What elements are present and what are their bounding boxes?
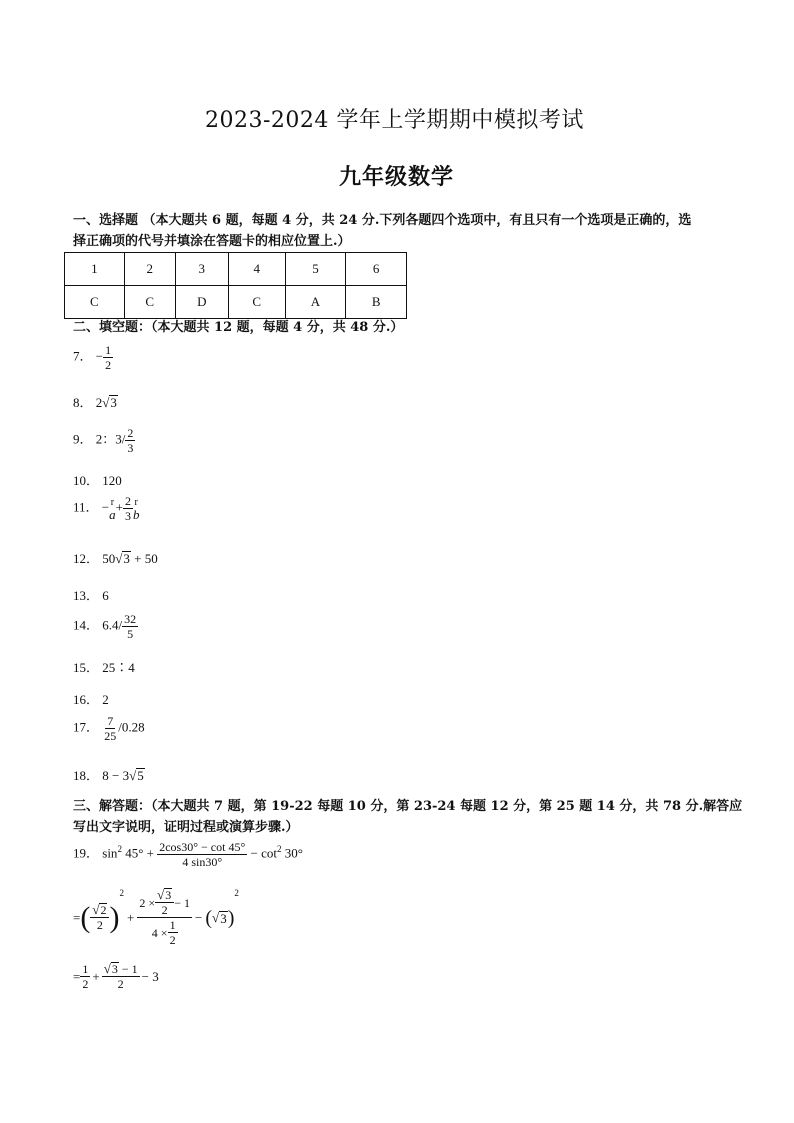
- item-label: 18．: [73, 768, 100, 783]
- item-label: 7．: [73, 348, 93, 364]
- answer-table: [64, 252, 407, 319]
- exponent: 2: [117, 844, 122, 855]
- minus: −: [195, 909, 203, 925]
- angle: 30°: [284, 845, 303, 861]
- item-label: 11．: [73, 499, 99, 515]
- cot-term: cot: [261, 845, 277, 861]
- denominator: 2: [161, 903, 168, 917]
- vector-arrow: r: [134, 496, 138, 508]
- vector-letter: b: [132, 506, 140, 522]
- answer-q13: [73, 585, 109, 604]
- angle: 45°: [125, 845, 144, 861]
- numerator: 1: [105, 343, 112, 357]
- table-cell: 3: [175, 253, 228, 286]
- tail: − 3: [141, 968, 159, 984]
- sign: −: [95, 348, 104, 364]
- answer-q14: [73, 612, 138, 641]
- denominator: 2: [96, 918, 103, 932]
- answer-q8: [73, 392, 118, 411]
- item-label: 14．: [73, 617, 100, 633]
- radicand: 5: [137, 768, 144, 783]
- plus: +: [115, 499, 123, 515]
- table-cell: A: [285, 286, 346, 319]
- value: 25∶4: [102, 660, 135, 675]
- q19-expression: [73, 840, 303, 869]
- paren-left: (: [205, 906, 213, 929]
- numerator-prefix: 2 ×: [139, 895, 156, 910]
- radical-sign: √: [103, 961, 111, 976]
- item-label: 10．: [73, 473, 100, 488]
- paren-right: ): [109, 900, 120, 934]
- denominator: 2: [117, 977, 124, 991]
- answer-q18: [73, 765, 145, 784]
- sin-term: sin: [102, 845, 118, 861]
- plus: +: [92, 968, 100, 984]
- plus: +: [146, 845, 154, 861]
- answer-q12: [73, 548, 158, 567]
- inner-fraction: [155, 888, 174, 917]
- minus: −: [101, 499, 110, 515]
- value: 2：3/: [95, 431, 126, 447]
- radicand: 3: [123, 551, 130, 566]
- coefficient: 2: [95, 395, 103, 410]
- numerator: [90, 903, 109, 918]
- table-cell: B: [346, 286, 407, 319]
- radicand: 3: [110, 395, 117, 410]
- paren-right: ): [227, 906, 235, 929]
- answer-q10: [73, 470, 122, 489]
- exam-subtitle: 九年级数学: [339, 164, 455, 190]
- denominator: 5: [127, 627, 134, 641]
- paren-left: (: [80, 900, 91, 934]
- denominator: 3: [127, 441, 134, 455]
- table-cell: C: [124, 286, 175, 319]
- denominator: 2: [82, 977, 89, 991]
- table-cell: 1: [65, 253, 125, 286]
- denominator: 4 sin30°: [182, 855, 223, 869]
- numerator: [155, 888, 174, 903]
- value: /0.28: [118, 719, 145, 735]
- fraction: [125, 426, 135, 455]
- value: 6: [102, 588, 109, 603]
- q19-step2: [73, 962, 159, 991]
- denominator-prefix: 4 ×: [151, 925, 168, 940]
- radicand: 3: [111, 962, 118, 976]
- answer-q11: [73, 494, 139, 523]
- table-row: [65, 253, 407, 286]
- radicand: 3: [165, 888, 172, 902]
- table-cell: 2: [124, 253, 175, 286]
- value: 120: [102, 473, 122, 488]
- item-label: 17．: [73, 719, 100, 735]
- exam-title: 2023-2024 学年上学期期中模拟考试: [205, 108, 584, 133]
- exponent: 2: [119, 888, 124, 898]
- section1-heading-line1: 一、选择题 （本大题共 6 题，每题 4 分，共 24 分.下列各题四个选项中，有且只有一个选项是正确的，选: [73, 213, 692, 228]
- answer-q15: [73, 657, 135, 676]
- fraction: [122, 612, 138, 641]
- q19-step1: [73, 888, 239, 947]
- denominator: [150, 918, 180, 947]
- radical-sign: √: [115, 551, 123, 566]
- numerator: 7: [107, 714, 114, 728]
- radical-sign: √: [129, 768, 137, 783]
- rest: + 50: [134, 551, 158, 566]
- radical-sign: √: [102, 395, 110, 410]
- table-cell: 6: [346, 253, 407, 286]
- item-label: 13．: [73, 588, 100, 603]
- item-label: 15．: [73, 660, 100, 675]
- numerator: 2: [124, 494, 131, 508]
- denominator: 3: [124, 509, 131, 523]
- denominator: 2: [169, 933, 176, 947]
- item-label: 19．: [73, 845, 100, 861]
- fraction: [102, 962, 140, 991]
- numerator-suffix: − 1: [121, 962, 138, 976]
- item-label: 12．: [73, 551, 100, 566]
- answer-q16: [73, 689, 109, 708]
- complex-fraction: [137, 888, 192, 947]
- fraction: [123, 494, 133, 523]
- fraction: [80, 962, 90, 991]
- section3-heading-line2: 写出文字说明，证明过程或演算步骤.）: [73, 820, 299, 835]
- table-row: [65, 286, 407, 319]
- exponent: 2: [277, 844, 282, 855]
- value: 8 − 3: [102, 768, 130, 783]
- item-label: 16．: [73, 692, 100, 707]
- radicand: 2: [100, 903, 107, 917]
- radical-sign: √: [92, 902, 100, 917]
- exponent: 2: [234, 888, 239, 898]
- vector-b: [133, 497, 140, 521]
- plus: +: [126, 909, 135, 925]
- table-cell: D: [175, 286, 228, 319]
- section3-heading-line1: 三、解答题：（本大题共 7 题，第 19-22 每题 10 分，第 23-24 每题 12 分，第 25 题 14 分，共 78 分.解答应: [73, 799, 743, 814]
- value: 6.4/: [102, 617, 123, 633]
- radical-sign: √: [212, 909, 220, 925]
- table-cell: 4: [228, 253, 285, 286]
- inner-fraction: [168, 918, 178, 947]
- answer-q9: [73, 426, 135, 455]
- numerator-suffix: − 1: [174, 895, 191, 910]
- answer-q7: [73, 343, 113, 372]
- coefficient: 50: [102, 551, 116, 566]
- fraction: [157, 840, 247, 869]
- item-label: 9．: [73, 431, 93, 447]
- minus: −: [250, 845, 258, 861]
- section2-heading: 二、填空题：（本大题共 12 题，每题 4 分，共 48 分.）: [73, 320, 404, 335]
- vector-arrow: r: [110, 496, 115, 508]
- section1-heading-line2: 择正确项的代号并填涂在答题卡的相应位置上.）: [73, 234, 351, 249]
- fraction: [102, 714, 118, 743]
- denominator: 25: [104, 729, 117, 743]
- answer-q17: [73, 714, 145, 743]
- radical-sign: √: [157, 887, 165, 902]
- table-cell: C: [228, 286, 285, 319]
- table-cell: C: [65, 286, 125, 319]
- denominator: 2: [105, 358, 112, 372]
- equals: =: [73, 909, 81, 925]
- numerator: 1: [169, 918, 176, 932]
- numerator: 32: [124, 612, 137, 626]
- numerator: [137, 888, 192, 918]
- equals: =: [73, 968, 81, 984]
- numerator: 1: [82, 962, 89, 976]
- fraction: [90, 903, 109, 932]
- fraction: [103, 343, 113, 372]
- item-label: 8．: [73, 395, 93, 410]
- numerator: [102, 962, 140, 977]
- vector-letter: a: [109, 506, 116, 522]
- table-cell: 5: [285, 253, 346, 286]
- radicand: 3: [220, 910, 227, 926]
- numerator: 2: [127, 426, 134, 440]
- numerator: 2cos30° − cot 45°: [159, 840, 246, 854]
- value: 2: [102, 692, 109, 707]
